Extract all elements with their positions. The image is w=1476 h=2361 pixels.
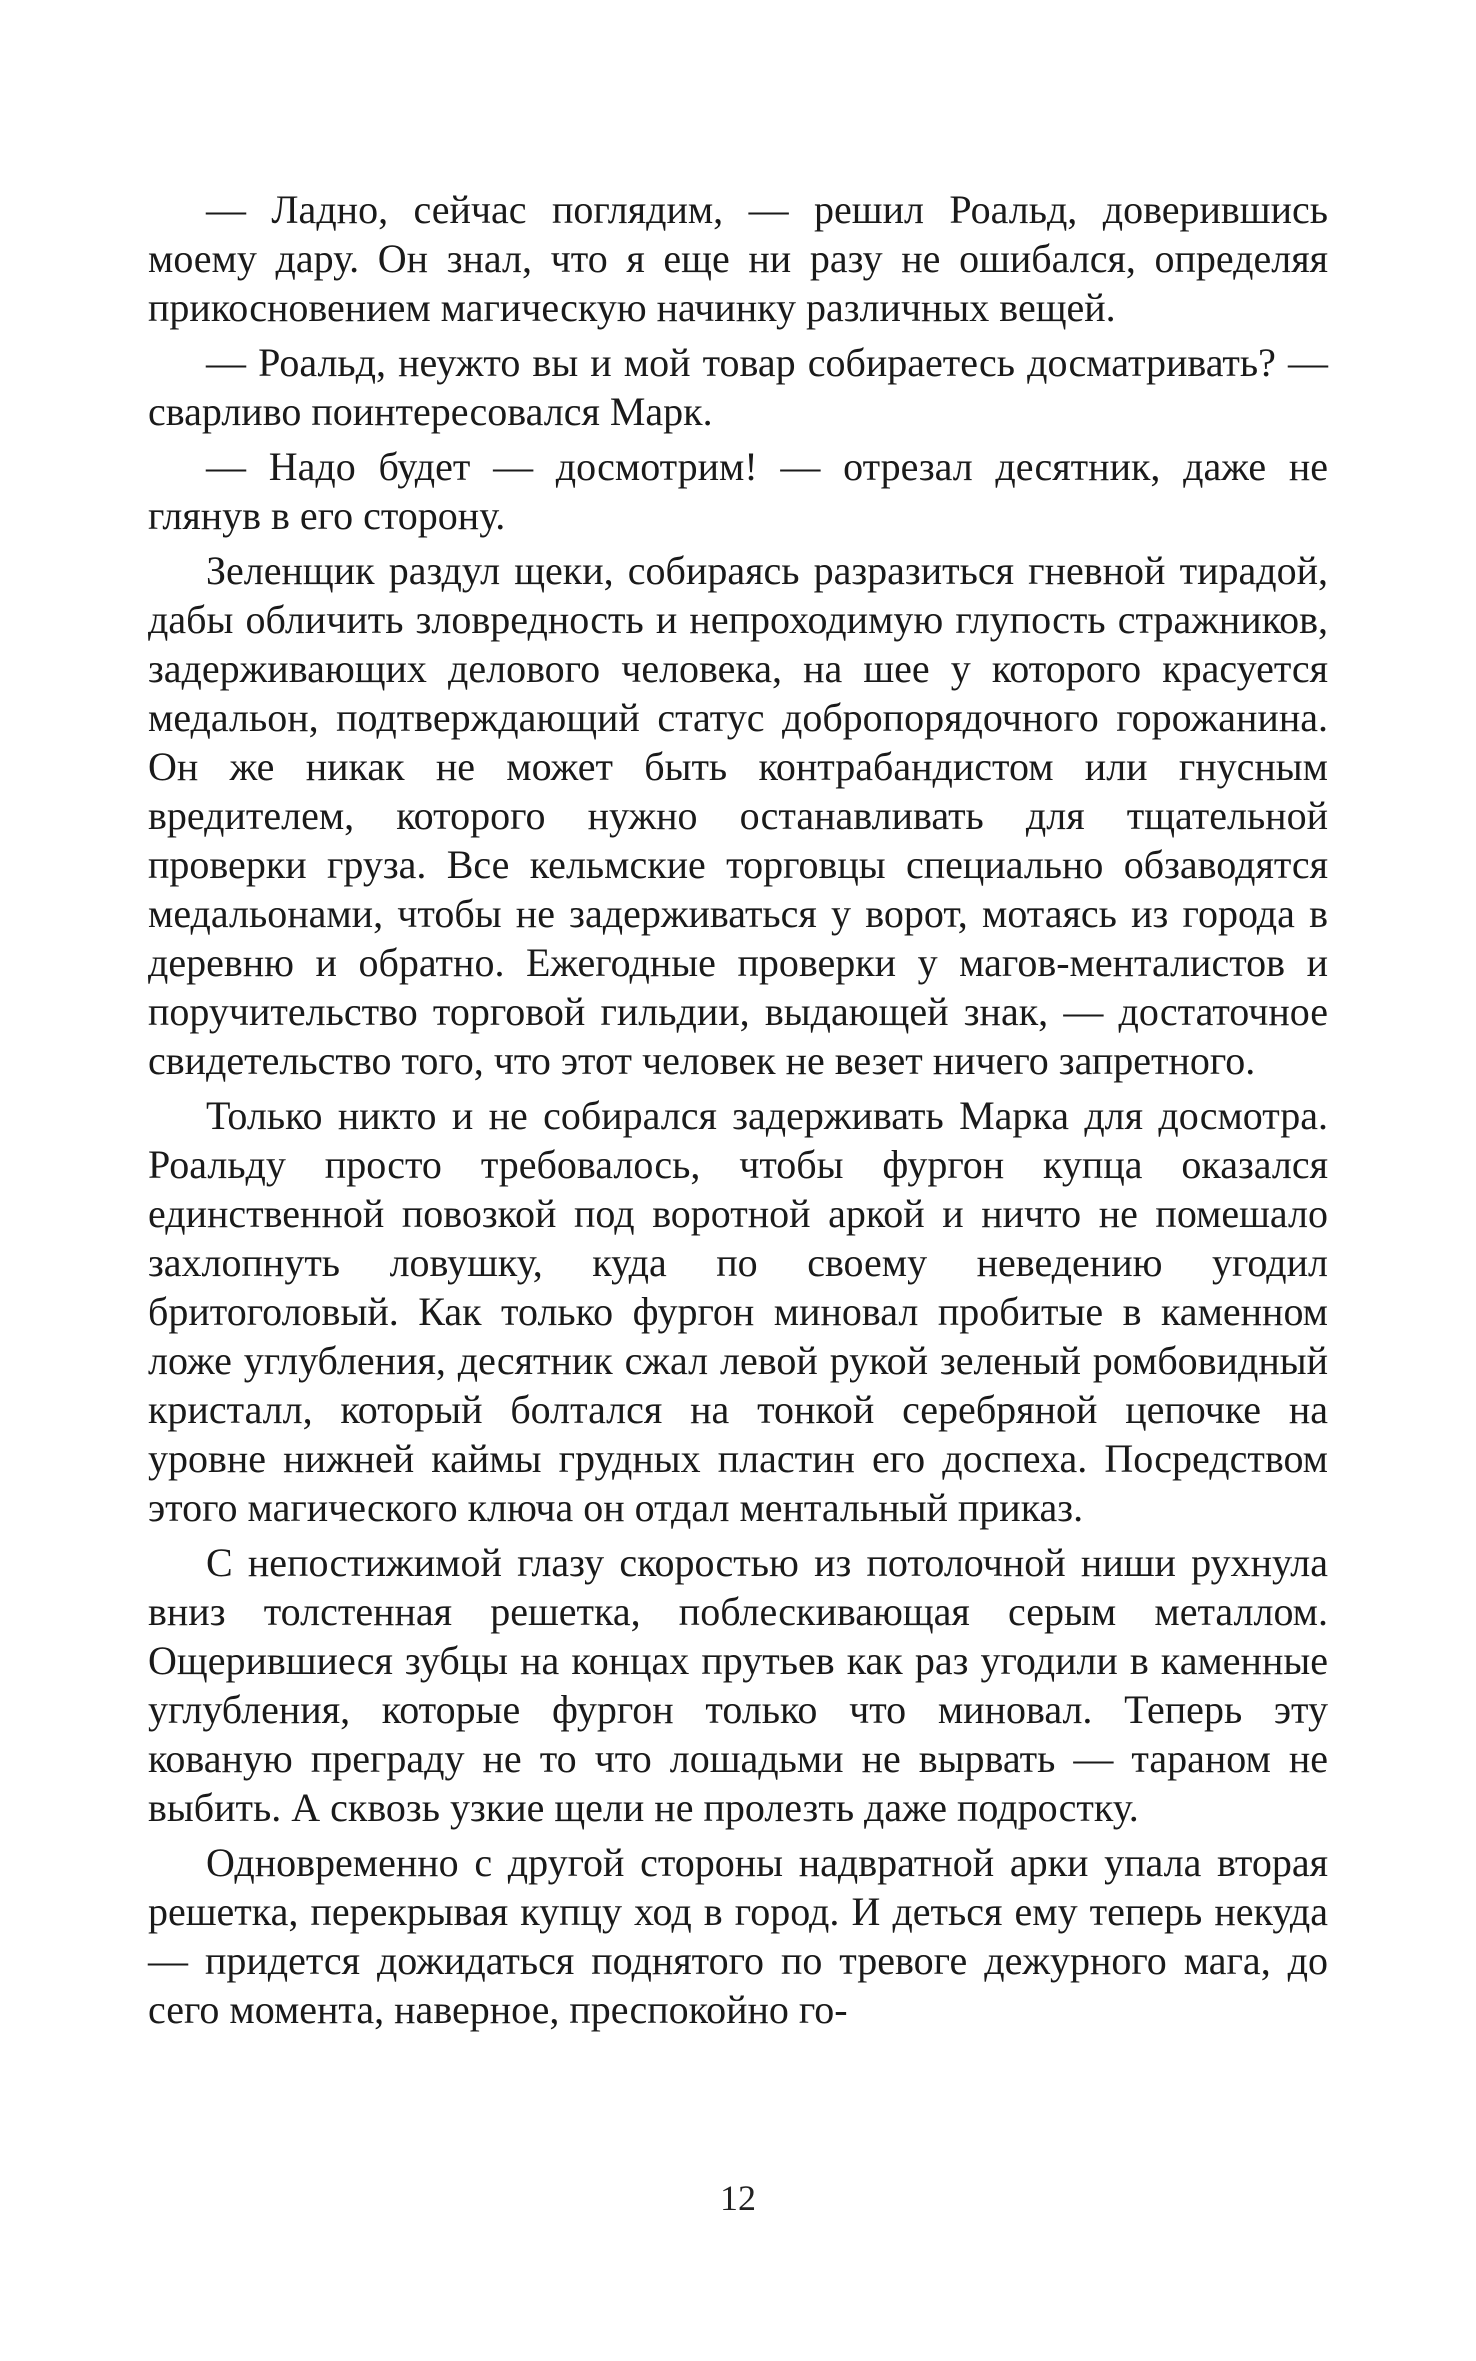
paragraph-7: Одновременно с другой стороны надвратной арки упала вторая решетка, перекрывая купцу ход в город. И деться ему теперь некуда — придется дожидаться поднятого по тревоге дежурного мага, до сего момента, наверное, преспокойно го- bbox=[148, 1840, 1328, 2032]
paragraph-4: Зеленщик раздул щеки, собираясь разразиться гневной тирадой, дабы обличить зловредность и непроходимую глупость стражников, задерживающих делового человека, на шее у которого красуется медальон, подтверждающий статус добропорядочного горожанина. Он же никак не может быть контрабандистом или гнусным вредителем, которого нужно останавливать для тщательной проверки груза. Все кельмские торговцы специально обзаводятся медальонами, чтобы не задерживаться у ворот, мотаясь из города в деревню и обратно. Ежегодные проверки у магов-менталистов и поручительство торговой гильдии, выдающей знак, — достаточное свидетельство того, что этот человек не везет ничего запретного. bbox=[148, 548, 1328, 1083]
page-body bbox=[148, 185, 1328, 2040]
paragraph-6: С непостижимой глазу скоростью из потолочной ниши рухнула вниз толстенная решетка, поблескивающая серым металлом. Ощерившиеся зубцы на концах прутьев как раз угодили в каменные углубления, которые фургон только что миновал. Теперь эту кованую преграду не то что лошадьми не вырвать — тараном не выбить. А сквозь узкие щели не пролезть даже подростку. bbox=[148, 1540, 1328, 1830]
paragraph-3: — Надо будет — досмотрим! — отрезал десятник, даже не глянув в его сторону. bbox=[148, 444, 1328, 538]
paragraph-5: Только никто и не собирался задерживать Марка для досмотра. Роальду просто требовалось, чтобы фургон купца оказался единственной повозкой под воротной аркой и ничто не помешало захлопнуть ловушку, куда по своему неведению угодил бритоголовый. Как только фургон миновал пробитые в каменном ложе углубления, десятник сжал левой рукой зеленый ромбовидный кристалл, который болтался на тонкой серебряной цепочке на уровне нижней каймы грудных пластин его доспеха. Посредством этого магического ключа он отдал ментальный приказ. bbox=[148, 1093, 1328, 1530]
page-number: 12 bbox=[720, 2178, 756, 2218]
paragraph-1: — Ладно, сейчас поглядим, — решил Роальд, доверившись моему дару. Он знал, что я еще ни разу не ошибался, определяя прикосновением магическую начинку различных вещей. bbox=[148, 187, 1328, 330]
paragraph-2: — Роальд, неужто вы и мой товар собираетесь досматривать? — сварливо поинтересовался Марк. bbox=[148, 340, 1328, 434]
